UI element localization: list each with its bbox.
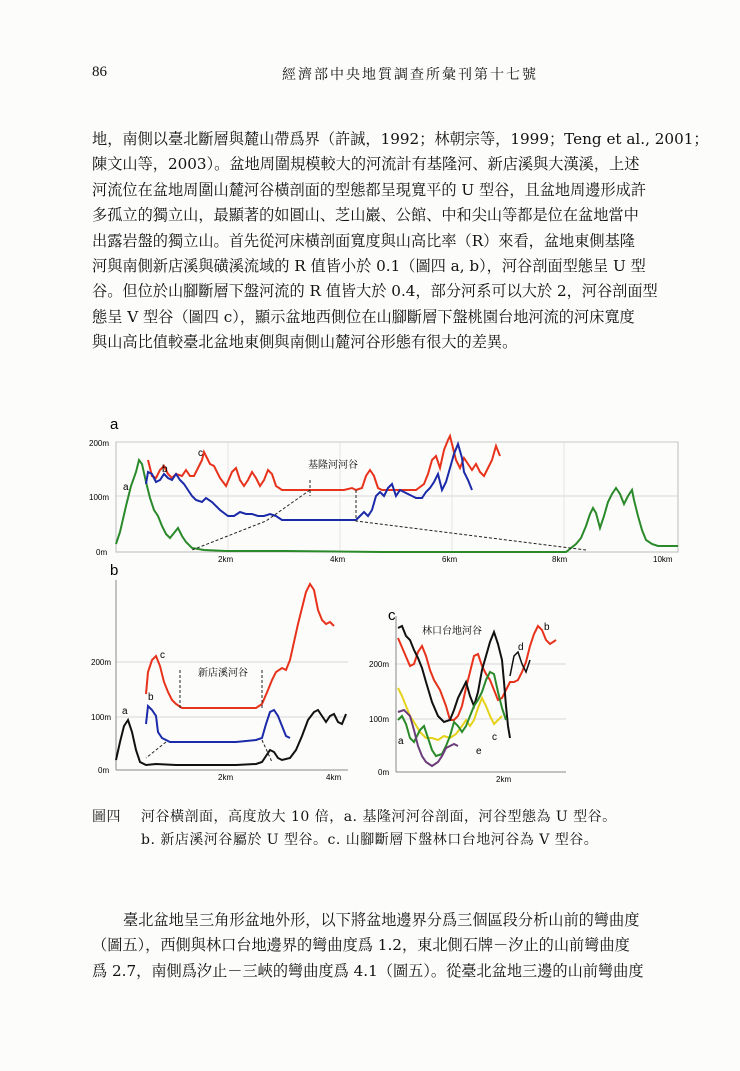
text-line: 河與南側新店溪與磺溪流域的 R 值皆小於 0.1（圖四 a, b），河谷剖面型態呈 U 型 [92,257,646,276]
profile-c-red [146,584,334,708]
text-line: 河流位在盆地周圍山麓河谷橫剖面的型態都呈現寬平的 U 型谷，且盆地周邊形成許 [92,180,647,199]
profile-a-black [116,710,346,765]
curve-label-c: c [160,650,165,661]
caption-label: 圖四 [92,809,121,825]
panel-a-annotation: 基隆河河谷 [308,460,358,471]
figure-caption-line-1 [92,806,617,826]
curve-label-c: c [492,732,497,743]
y-tick-label: 100m [89,493,110,502]
paragraph-2 [92,908,692,984]
x-tick-label: 2km [218,555,234,564]
x-tick-label: 4km [326,773,342,782]
y-tick-label: 0m [98,766,110,775]
y-tick-label: 200m [369,660,390,669]
text-line: 態呈 V 型谷（圖四 c），顯示盆地西側位在山腳斷層下盤桃園台地河流的河床寬度 [92,307,635,326]
curve-label-b: b [544,622,550,633]
page-number: 86 [92,64,107,80]
panel-c [369,607,566,784]
panel-a [89,420,678,564]
caption-text: 河谷橫剖面，高度放大 10 倍，a. 基隆河河谷剖面，河谷型態為 U 型谷。 [141,809,617,825]
text-line: 地，南側以臺北斷層與麓山帶爲界（許誠，1992；林朝宗等，1999；Teng et al., 2001； [92,130,709,148]
y-tick-label: 0m [378,768,390,777]
running-title: 經濟部中央地質調查所彙刊第十七號 [282,67,538,83]
panel-c-annotation: 林口台地河谷 [422,626,482,637]
profile-b-red [398,626,556,720]
panel-b [91,562,348,782]
text-line: 出露岩盤的獨立山。首先從河床橫剖面寬度與山高比率（R）來看，盆地東側基隆 [92,231,635,250]
x-tick-label: 6km [442,555,458,564]
curve-label-c: c [198,448,203,459]
text-line: 陳文山等，2003）。盆地周圍規模較大的河流計有基隆河、新店溪與大漢溪，上述 [92,155,640,174]
figure-caption-line-2: b. 新店溪河谷屬於 U 型谷。c. 山腳斷層下盤林口台地河谷為 V 型谷。 [141,832,599,848]
x-tick-label: 2km [218,773,234,782]
x-tick-label: 2km [496,775,512,784]
y-tick-label: 0m [96,548,108,557]
profile-a-green [116,460,678,552]
x-tick-label: 10km [653,555,673,564]
curve-label-b: b [162,464,168,475]
panel-b-label: b [110,562,119,579]
profile-b-blue [146,444,472,520]
curve-label-a: a [123,482,129,493]
panel-b-guide-line [146,742,166,758]
panel-c-label: c [388,607,396,624]
text-line: 臺北盆地呈三角形盆地外形，以下將盆地邊界分爲三個區段分析山前的彎曲度 [123,911,640,929]
text-line: 與山高比值較臺北盆地東側與南側山麓河谷形態有很大的差異。 [92,333,518,352]
y-tick-label: 200m [91,658,112,667]
profile-b-blue [146,706,290,742]
panel-b-annotation: 新店溪河谷 [198,668,248,679]
paragraph-1 [92,127,709,356]
y-tick-label: 200m [89,439,110,448]
curve-label-a: a [122,706,128,717]
text-line: 多孤立的獨立山，最顯著的如圓山、芝山巖、公館、中和尖山等都是位在盆地當中 [92,206,639,225]
curve-label-b: b [148,692,154,703]
text-line: （圖五），西側與林口台地邊界的彎曲度爲 1.2，東北側石牌－汐止的山前彎曲度 [92,936,630,955]
x-tick-label: 8km [552,555,568,564]
curve-label-e: e [476,746,482,757]
text-line: 谷。但位於山腳斷層下盤河流的 R 值皆大於 0.4，部分河系可以大於 2，河谷剖面型 [92,282,658,301]
y-tick-label: 100m [91,713,112,722]
figure-4-valley-profiles [86,420,686,785]
curve-label-a: a [398,736,404,747]
x-tick-label: 4km [330,555,346,564]
panel-a-guide-line [356,490,586,550]
panel-a-label: a [110,420,119,433]
curve-label-d: d [518,642,524,653]
y-tick-label: 100m [369,715,390,724]
text-line: 爲 2.7，南側爲汐止－三峽的彎曲度爲 4.1（圖五）。從臺北盆地三邊的山前彎曲度 [92,961,644,980]
